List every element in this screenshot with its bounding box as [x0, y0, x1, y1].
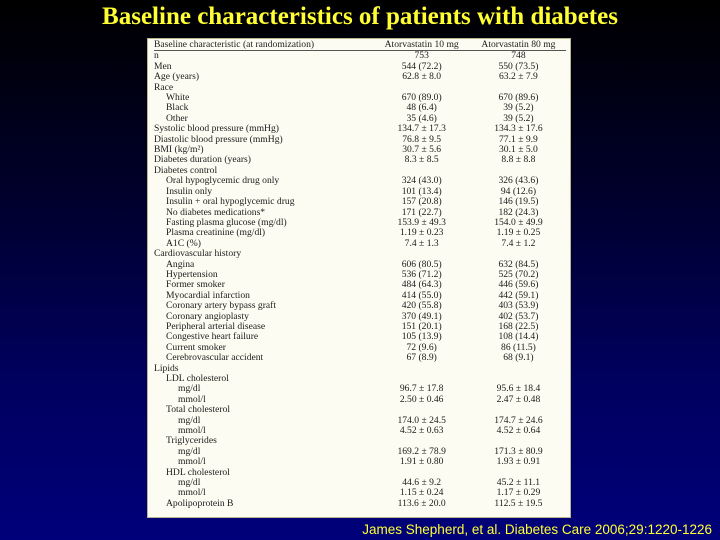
table-row — [154, 353, 566, 363]
value-atorvastatin-80mg: 442 (59.1) — [498, 289, 539, 301]
value-atorvastatin-10mg: 4.52 ± 0.63 — [399, 425, 444, 437]
value-atorvastatin-80mg — [471, 364, 566, 374]
value-atorvastatin-80mg: 77.1 ± 9.9 — [499, 133, 538, 145]
value-atorvastatin-10mg: 420 (55.8) — [401, 300, 442, 312]
row-label: mmol/l — [178, 456, 206, 468]
value-atorvastatin-80mg: 550 (73.5) — [498, 60, 539, 72]
value-atorvastatin-10mg: 151 (20.1) — [401, 320, 442, 332]
row-label: A1C (%) — [166, 237, 201, 249]
value-atorvastatin-10mg: 113.6 ± 20.0 — [397, 497, 446, 509]
row-label: mmol/l — [178, 487, 206, 499]
table-row — [154, 197, 566, 207]
value-atorvastatin-80mg: 30.1 ± 5.0 — [499, 144, 538, 156]
value-atorvastatin-10mg: 2.50 ± 0.46 — [399, 393, 444, 405]
row-label: Age (years) — [154, 71, 200, 83]
table-panel — [147, 38, 571, 518]
value-atorvastatin-80mg: 326 (43.6) — [498, 175, 539, 187]
row-label: HDL cholesterol — [166, 466, 230, 478]
slide-title: Baseline characteristics of patients with diabetes — [102, 3, 618, 30]
value-atorvastatin-80mg: 8.8 ± 8.8 — [501, 154, 536, 166]
table-row — [154, 499, 566, 509]
value-atorvastatin-80mg: 108 (14.4) — [498, 331, 539, 343]
row-label: mg/dl — [178, 477, 201, 489]
value-atorvastatin-10mg: 1.19 ± 0.23 — [399, 227, 444, 239]
row-label: LDL cholesterol — [166, 373, 229, 384]
row-label: Fasting plasma glucose (mg/dl) — [166, 216, 287, 228]
value-atorvastatin-10mg: 35 (4.6) — [406, 112, 437, 124]
value-atorvastatin-80mg: 1.19 ± 0.25 — [496, 227, 541, 239]
citation: James Shepherd, et al. Diabetes Care 2006;29:1220-1226 — [362, 522, 712, 537]
row-label: Insulin only — [166, 185, 213, 197]
value-atorvastatin-10mg: 134.7 ± 17.3 — [397, 123, 446, 135]
header-characteristic: Baseline characteristic (at randomization) — [154, 40, 372, 51]
row-label: Hypertension — [166, 268, 218, 280]
value-atorvastatin-10mg: 1.91 ± 0.80 — [399, 456, 444, 468]
value-atorvastatin-10mg: 8.3 ± 8.5 — [404, 154, 439, 166]
value-atorvastatin-80mg: 632 (84.5) — [498, 258, 539, 270]
value-atorvastatin-10mg: 544 (72.2) — [401, 60, 442, 72]
row-label: Men — [154, 60, 172, 72]
row-label: mg/dl — [178, 414, 201, 426]
value-atorvastatin-80mg: 95.6 ± 18.4 — [496, 383, 541, 395]
value-atorvastatin-10mg: 169.2 ± 78.9 — [397, 445, 446, 457]
row-label: mg/dl — [178, 383, 201, 395]
value-atorvastatin-80mg: 670 (89.6) — [498, 92, 539, 104]
value-atorvastatin-10mg: 174.0 ± 24.5 — [397, 414, 446, 426]
row-label: Cardiovascular history — [154, 248, 242, 260]
row-label: Lipids — [154, 362, 179, 374]
row-label: White — [166, 92, 190, 104]
value-atorvastatin-10mg: 48 (6.4) — [406, 102, 437, 114]
value-atorvastatin-80mg: 4.52 ± 0.64 — [496, 425, 541, 437]
row-label: Diabetes control — [154, 164, 218, 176]
value-atorvastatin-80mg: 168 (22.5) — [498, 320, 539, 332]
value-atorvastatin-10mg: 171 (22.7) — [401, 206, 442, 218]
value-atorvastatin-80mg: 39 (5.2) — [503, 102, 534, 114]
row-label: Insulin + oral hypoglycemic drug — [166, 196, 295, 208]
value-atorvastatin-10mg: 105 (13.9) — [401, 331, 442, 343]
value-atorvastatin-80mg: 446 (59.6) — [498, 279, 539, 291]
row-label: Diastolic blood pressure (mmHg) — [154, 133, 283, 145]
row-label: Former smoker — [166, 279, 225, 291]
row-label: Systolic blood pressure (mmHg) — [154, 123, 279, 135]
value-atorvastatin-10mg: 484 (64.3) — [401, 279, 442, 291]
value-atorvastatin-10mg: 157 (20.8) — [401, 196, 442, 208]
row-label: Triglycerides — [166, 435, 217, 447]
value-atorvastatin-80mg: 174.7 ± 24.6 — [494, 414, 543, 426]
value-atorvastatin-80mg: 1.17 ± 0.29 — [496, 487, 541, 499]
value-atorvastatin-10mg: 101 (13.4) — [401, 185, 442, 197]
value-atorvastatin-10mg: 370 (49.1) — [401, 310, 442, 322]
row-label: Diabetes duration (years) — [154, 154, 251, 166]
value-atorvastatin-10mg: 62.8 ± 8.0 — [402, 71, 442, 83]
value-atorvastatin-80mg — [471, 249, 566, 259]
row-label: Angina — [166, 258, 195, 270]
row-label: Plasma creatinine (mg/dl) — [166, 227, 266, 239]
row-label: Myocardial infarction — [166, 289, 250, 301]
value-atorvastatin-80mg: 94 (12.6) — [500, 185, 537, 197]
value-atorvastatin-10mg: 606 (80.5) — [401, 258, 442, 270]
row-label: mmol/l — [178, 393, 206, 405]
table-row — [154, 249, 566, 259]
value-atorvastatin-80mg: 2.47 ± 0.48 — [496, 393, 541, 405]
row-label: mg/dl — [178, 445, 201, 457]
value-atorvastatin-10mg: 324 (43.0) — [401, 175, 442, 187]
row-label: Oral hypoglycemic drug only — [166, 175, 280, 187]
value-atorvastatin-80mg: 63.2 ± 7.9 — [499, 71, 538, 83]
value-atorvastatin-10mg: 67 (8.9) — [406, 352, 437, 364]
value-atorvastatin-10mg: 753 — [414, 50, 429, 62]
value-atorvastatin-80mg: 134.3 ± 17.6 — [494, 123, 543, 135]
row-label: Current smoker — [166, 341, 226, 353]
value-atorvastatin-80mg: 86 (11.5) — [501, 341, 536, 353]
value-atorvastatin-10mg: 44.6 ± 9.2 — [402, 477, 442, 489]
row-label: Race — [154, 81, 174, 93]
baseline-table — [154, 40, 566, 509]
table-row — [154, 301, 566, 311]
value-atorvastatin-80mg: 45.2 ± 11.1 — [496, 477, 541, 489]
value-atorvastatin-10mg: 153.9 ± 49.3 — [397, 216, 446, 228]
row-label: Cerebrovascular accident — [166, 352, 264, 364]
value-atorvastatin-10mg: 72 (9.6) — [406, 341, 437, 353]
value-atorvastatin-80mg: 403 (53.9) — [498, 300, 539, 312]
header-atorvastatin-10mg: Atorvastatin 10 mg — [372, 40, 470, 51]
value-atorvastatin-10mg: 30.7 ± 5.6 — [402, 144, 442, 156]
value-atorvastatin-80mg: 7.4 ± 1.2 — [501, 237, 536, 249]
row-label: Congestive heart failure — [166, 331, 259, 343]
value-atorvastatin-80mg: 112.5 ± 19.5 — [494, 497, 543, 509]
value-atorvastatin-10mg — [372, 364, 470, 374]
value-atorvastatin-80mg: 1.93 ± 0.91 — [496, 456, 541, 468]
value-atorvastatin-10mg — [372, 249, 470, 259]
row-label: No diabetes medications* — [166, 206, 266, 218]
row-label: Coronary angioplasty — [166, 310, 249, 322]
value-atorvastatin-10mg: 76.8 ± 9.5 — [402, 133, 442, 145]
value-atorvastatin-10mg: 96.7 ± 17.8 — [399, 383, 444, 395]
value-atorvastatin-10mg: 1.15 ± 0.24 — [399, 487, 444, 499]
table-body — [154, 51, 566, 509]
value-atorvastatin-80mg: 171.3 ± 80.9 — [494, 445, 543, 457]
value-atorvastatin-10mg: 414 (55.0) — [401, 289, 442, 301]
value-atorvastatin-80mg: 154.0 ± 49.9 — [494, 216, 543, 228]
table-header-row — [154, 40, 566, 51]
row-label: Coronary artery bypass graft — [166, 300, 277, 312]
row-label: Black — [166, 102, 189, 114]
value-atorvastatin-10mg: 536 (71.2) — [401, 268, 442, 280]
row-label: Total cholesterol — [166, 404, 231, 416]
value-atorvastatin-10mg: 7.4 ± 1.3 — [404, 237, 439, 249]
value-atorvastatin-80mg: 68 (9.1) — [503, 352, 534, 364]
row-label: Apolipoprotein B — [166, 497, 234, 509]
value-atorvastatin-80mg: 182 (24.3) — [498, 206, 539, 218]
row-label: BMI (kg/m²) — [154, 144, 204, 156]
value-atorvastatin-80mg: 525 (70.2) — [498, 268, 539, 280]
value-atorvastatin-80mg: 402 (53.7) — [498, 310, 539, 322]
row-label: mmol/l — [178, 425, 206, 437]
row-label: n — [154, 50, 159, 62]
row-label: Peripheral arterial disease — [166, 320, 266, 332]
value-atorvastatin-80mg: 748 — [511, 50, 526, 62]
value-atorvastatin-80mg: 39 (5.2) — [503, 112, 534, 124]
table-row — [154, 72, 566, 82]
row-label: Other — [166, 112, 188, 124]
value-atorvastatin-80mg: 146 (19.5) — [498, 196, 539, 208]
value-atorvastatin-10mg: 670 (89.0) — [401, 92, 442, 104]
header-atorvastatin-80mg: Atorvastatin 80 mg — [471, 40, 566, 51]
